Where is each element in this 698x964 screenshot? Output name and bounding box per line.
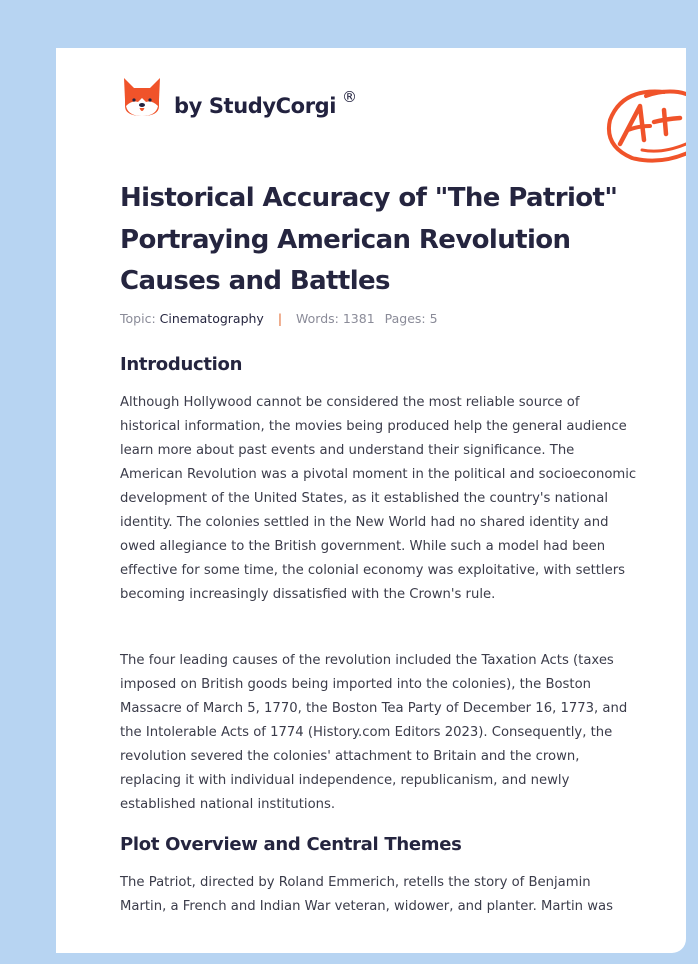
meta-separator: | <box>277 311 283 326</box>
topic-link[interactable]: Cinematography <box>159 311 264 326</box>
brand-name[interactable]: by StudyCorgi <box>174 94 337 118</box>
page-title: Historical Accuracy of "The Patriot" Portraying American Revolution Causes and Battles <box>120 183 618 296</box>
paragraph: Although Hollywood cannot be considered the most reliable source of historical information, the movies being produced help the general audience learn more about past events and understand their significance. The American Revolution was a pivotal moment in the political and socioeconomic development of the United States, as it established the country's national identity. The colonies settled in the New World had no shared identity and owed allegiance to the British government. While such a model had been effective for some time, the colonial economy was exploitative, with settlers becoming increasingly dissatisfied with the Crown's rule. <box>120 395 637 602</box>
paragraph: The four leading causes of the revolution included the Taxation Acts (taxes imposed on British goods being imported into the colonies), the Boston Massacre of March 5, 1770, the Boston Tea Party of December 16, 1773, and the Intolerable Acts of 1774 (History.com Editors 2023). Consequently, the revolution severed the colonies' attachment to Britain and the crown, replacing it with individual independence, republicanism, and newly established national institutions. <box>120 653 628 812</box>
topic-label: Topic: <box>120 311 156 326</box>
header <box>120 74 650 144</box>
section-heading-introduction: Introduction <box>120 354 243 375</box>
corgi-logo-icon[interactable] <box>122 76 162 120</box>
words-count: 1381 <box>342 311 375 326</box>
paragraph: The Patriot, directed by Roland Emmerich, retells the story of Benjamin Martin, a French and Indian War veteran, widower, and planter. Martin was <box>120 875 613 914</box>
registered-mark: ® <box>342 88 357 106</box>
article-meta <box>120 311 438 326</box>
pages-count: 5 <box>429 311 438 326</box>
words-label: Words: <box>296 311 339 326</box>
document-card <box>56 48 686 953</box>
a-plus-grade-icon <box>602 84 686 164</box>
section-heading-plot-overview: Plot Overview and Central Themes <box>120 834 462 855</box>
pages-label: Pages: <box>384 311 426 326</box>
